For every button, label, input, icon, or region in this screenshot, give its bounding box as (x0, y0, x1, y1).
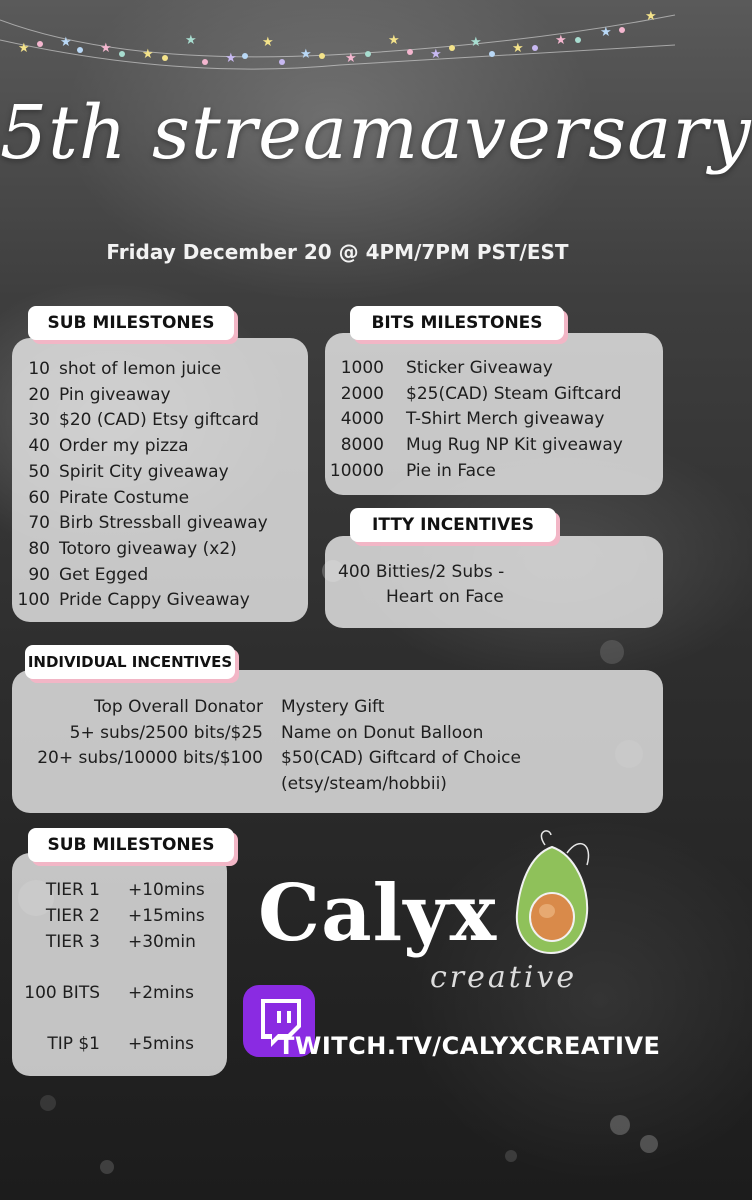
row-value: Birb Stressball giveaway (59, 513, 268, 534)
itty-incentive-line: Heart on Face (386, 587, 504, 607)
row-key: TIER 2 (45, 906, 100, 926)
row-value: Name on Donut Balloon (281, 722, 484, 743)
star-icon: ★ (345, 51, 357, 66)
avocado-icon (505, 825, 600, 960)
star-icon: ★ (645, 9, 657, 24)
row-key: 40 (28, 436, 50, 457)
row-value: +15mins (128, 906, 205, 926)
bits-milestones-label: BITS MILESTONES (350, 306, 564, 340)
bokeh-light (40, 1095, 56, 1111)
star-icon: ★ (430, 47, 442, 62)
star-icon: ★ (388, 33, 400, 48)
row-value: +5mins (128, 1034, 194, 1054)
row-value: +10mins (128, 880, 205, 900)
row-key: Top Overall Donator (94, 697, 263, 717)
row-key: 100 BITS (24, 983, 100, 1003)
row-key: 1000 (340, 358, 384, 378)
bokeh-light (640, 1135, 658, 1153)
bokeh-light (600, 640, 624, 664)
row-key: TIER 3 (45, 932, 100, 952)
sub-milestones-label: SUB MILESTONES (28, 306, 234, 340)
incentive-note: (etsy/steam/hobbii) (281, 774, 447, 794)
bokeh-light (610, 1115, 630, 1135)
row-value: Pirate Costume (59, 487, 190, 508)
row-value: $25(CAD) Steam Giftcard (406, 383, 622, 404)
page-title: 5th streamaversary (0, 90, 752, 176)
row-key: 90 (28, 564, 50, 585)
row-value: +2mins (128, 983, 194, 1003)
row-value: Order my pizza (59, 436, 189, 457)
twitch-url-link[interactable]: TWITCH.TV/CALYXCREATIVE (278, 1032, 661, 1060)
row-key: 10 (28, 359, 50, 379)
event-date: Friday December 20 @ 4PM/7PM PST/EST (106, 240, 569, 264)
star-icon: ★ (100, 41, 112, 56)
row-value: $20 (CAD) Etsy giftcard (59, 410, 259, 431)
row-value: shot of lemon juice (59, 359, 222, 379)
string-lights (0, 0, 675, 90)
star-icon: ★ (225, 51, 237, 66)
row-value: Mystery Gift (281, 697, 385, 717)
itty-incentives-label: ITTY INCENTIVES (350, 508, 556, 542)
star-icon: ★ (470, 35, 482, 50)
row-key: 2000 (340, 383, 384, 404)
row-value: Pride Cappy Giveaway (59, 590, 250, 611)
row-value: Totoro giveaway (x2) (59, 538, 237, 559)
row-value: +30min (128, 932, 196, 952)
brand-logo-subtext: creative (430, 960, 578, 995)
row-key: 100 (17, 590, 50, 611)
row-value: T-Shirt Merch giveaway (406, 409, 605, 430)
row-key: TIP $1 (47, 1034, 100, 1054)
row-key: 5+ subs/2500 bits/$25 (69, 722, 263, 743)
subathon-label: SUB MILESTONES (28, 828, 234, 862)
row-value: Pin giveaway (59, 384, 171, 405)
row-value: Mug Rug NP Kit giveaway (406, 435, 623, 456)
star-icon: ★ (262, 35, 274, 50)
star-icon: ★ (600, 25, 612, 40)
bokeh-light (505, 1150, 517, 1162)
star-icon: ★ (185, 33, 197, 48)
row-value: Pie in Face (406, 460, 496, 481)
row-value: $50(CAD) Giftcard of Choice (281, 748, 521, 769)
bokeh-light (100, 1160, 114, 1174)
row-key: 8000 (340, 435, 384, 456)
row-key: 60 (28, 487, 50, 508)
star-icon: ★ (300, 47, 312, 62)
row-key: 80 (28, 538, 50, 559)
individual-incentives-label: INDIVIDUAL INCENTIVES (25, 645, 235, 679)
itty-incentive-line: 400 Bitties/2 Subs - (338, 562, 505, 582)
star-icon: ★ (60, 35, 72, 50)
row-key: 50 (28, 461, 50, 482)
row-value: Spirit City giveaway (59, 461, 229, 482)
star-icon: ★ (512, 41, 524, 56)
star-icon: ★ (18, 41, 30, 56)
brand-logo-text: Calyx (258, 868, 498, 959)
row-key: 10000 (329, 460, 384, 481)
row-key: 20 (28, 384, 50, 405)
star-icon: ★ (142, 47, 154, 62)
row-value: Get Egged (59, 564, 149, 585)
row-value: Sticker Giveaway (406, 358, 553, 378)
row-key: TIER 1 (45, 880, 100, 900)
row-key: 30 (28, 410, 50, 431)
row-key: 70 (28, 513, 50, 534)
row-key: 20+ subs/10000 bits/$100 (37, 748, 263, 769)
row-key: 4000 (340, 409, 384, 430)
star-icon: ★ (555, 33, 567, 48)
